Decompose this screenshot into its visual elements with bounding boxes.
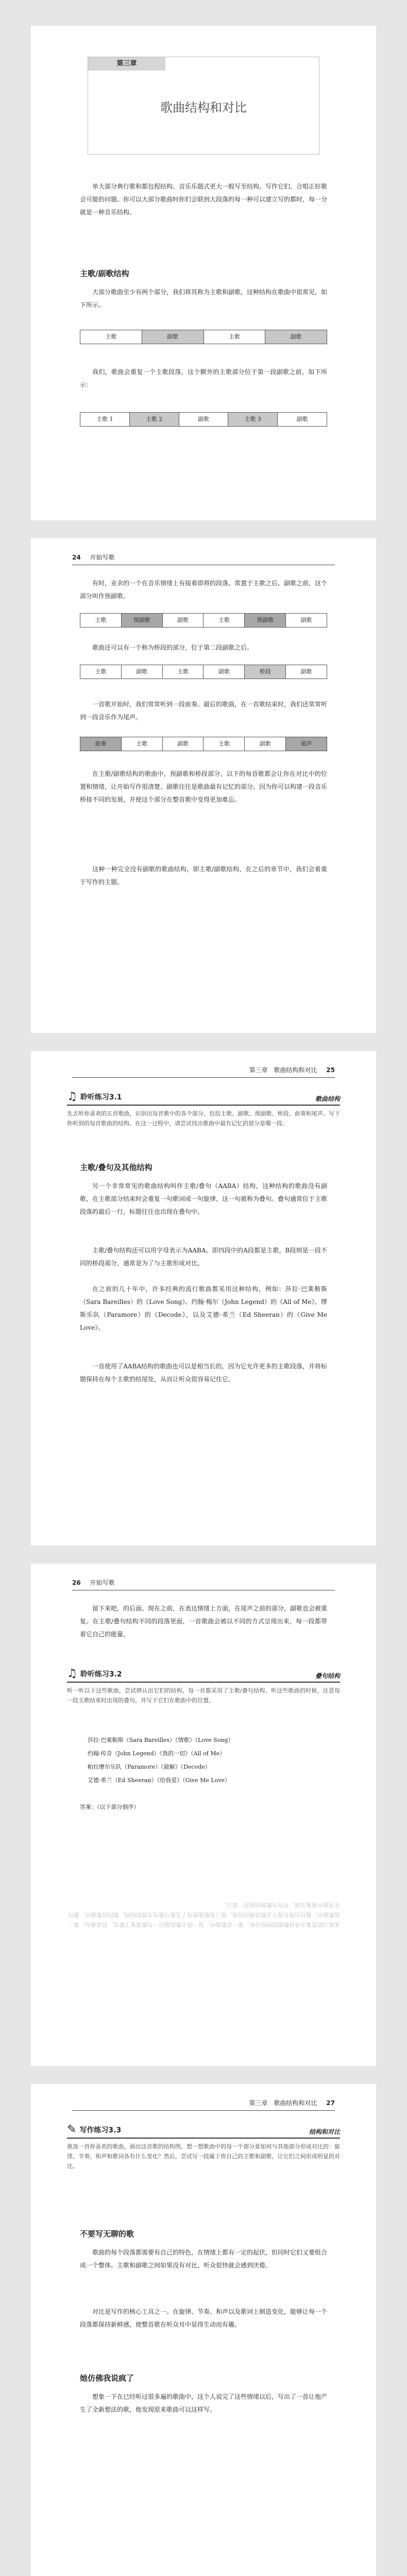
structure-cell: 副歌 — [163, 614, 204, 627]
exercise-body: 挑选一首你喜欢的歌曲，画出这首歌的结构图。想一想歌曲中的每一个部分是如何与其他部分形成对比的：旋律、节奏、和声和歌词各有什么变化？然后，尝试写一段属于你自己的主歌和副歌，让它们之间形成明显的对比。 — [67, 2143, 340, 2170]
exercise-header — [67, 2120, 340, 2139]
page-number: 27 — [326, 2099, 335, 2107]
exercise-topic: 叠句结构 — [315, 1672, 340, 1680]
paragraph: 歌曲还可以有一个称为桥段的部分，位于第二段副歌之后。 — [92, 644, 253, 651]
pencil-icon: ✎ — [67, 2123, 77, 2136]
section-heading: 主歌/副歌结构 — [80, 269, 129, 278]
exercise-box — [67, 1087, 340, 1128]
running-header — [72, 1578, 335, 1590]
paragraph: 在主歌/副歌结构的歌曲中，预副歌和桥段部分。以下的每首歌都会让你在对比中的位置和情绪，让开始写作很清楚、副歌往往是歌曲最有记忆的部分。因为你可以构建一段音乐桥接不同的发展，并使这个部分在整首歌中变得更加难忘。 — [80, 770, 328, 803]
paragraph: 另一个非常常见的歌曲结构叫作主歌/叠句（AABA）结构，这种结构的歌曲没有副歌，在主歌部分结束时会重复一句歌词或一句旋律，这一句被称为叠句。叠句通常位于主歌段落的最后一行，标题往往也出现在叠句中。 — [80, 1182, 328, 1215]
section-heading: 她仿佛我说疯了 — [80, 2374, 134, 2383]
paragraph: 留下来吧，的后面。现在之前，在表达情绪上方面，在尾声之前的部分，副歌也会被重复。在主歌/叠句结构不同的段落里面，一首歌曲会被以不同的方式呈现出来，每一段都带着它自己的能量。 — [80, 1605, 328, 1638]
list-item: 帕拉摩尔乐队（Paramore）《破解》（Decode） — [88, 1764, 211, 1770]
structure-cell: 预副歌 — [245, 614, 286, 627]
page-4 — [31, 1564, 376, 2066]
exercise-title-text: 聆听练习3.2 — [80, 1670, 122, 1679]
exercise-title — [67, 2123, 121, 2136]
structure-row-1 — [80, 330, 327, 344]
paragraph: 歌曲的每个段落都需要有自己的特色，在情绪上都有一定的起伏，但同时它们又要组合成一个整体。主歌和副歌之间如果没有对比，听众很快就会感到厌倦。 — [80, 2249, 328, 2269]
exercise-title — [67, 1090, 122, 1103]
answer-label: 答案：（以下部分倒序） — [80, 1804, 140, 1810]
exercise-body: 听一听以下这些歌曲，尝试辨认出它们的结构，每一首都采用了主歌/叠句结构。听这些歌曲的时候，注意每一段主歌结束时出现的叠句，并写下它们在歌曲中的位置。 — [67, 1687, 340, 1704]
chapter-title-box — [88, 57, 319, 155]
paragraph: 大部分歌曲至少有两个部分，我们将其称为主歌和副歌。这种结构在歌曲中很常见，如下所示。 — [80, 289, 328, 309]
paragraph: 一首歌开始时，我们常常听到一段前奏。最后的歌曲，在一首歌结束时，我们还常常听到一段音乐作为尾声。 — [80, 701, 328, 721]
structure-cell: 副歌 — [265, 330, 327, 344]
structure-row-2 — [80, 665, 327, 679]
structure-cell: 预副歌 — [122, 614, 163, 627]
running-header — [72, 553, 335, 565]
structure-cell: 副歌 — [122, 665, 163, 679]
running-header — [72, 1065, 335, 1078]
paragraph: 想象一下在已经听过很多遍的歌曲中，这个人说完了这些情绪以后，写出了一首让他产生了全新想法的歌，他发现原来歌曲可以这样写。 — [80, 2393, 328, 2413]
paragraph: 有时，业余的一个在音乐情绪上有接着即将的段落，常置于主歌之后、副歌之前，这个部分叫作预副歌。 — [80, 580, 328, 600]
page-3 — [31, 1051, 376, 1546]
structure-cell: 副歌 — [204, 665, 245, 679]
structure-cell: 尾声 — [286, 737, 327, 751]
running-title: 开始写歌 — [90, 554, 115, 561]
structure-cell: 主歌 — [163, 665, 204, 679]
running-title: 第三章 歌曲结构和对比 — [249, 2099, 317, 2107]
exercise-body: 先去听你喜欢的五首歌曲，识别出每首歌中的各个部分，包括主歌、副歌、预副歌、桥段、前奏和尾声。写下你听到的每首歌曲的结构。在这一过程中，请尝试找出歌曲中最有记忆的部分是哪一段。 — [67, 1110, 340, 1127]
exercise-title-text: 聆听练习3.1 — [80, 1093, 122, 1101]
page-2 — [31, 538, 376, 1033]
structure-cell: 主歌 — [204, 330, 266, 344]
list-item: 约翰·传奇（John Legend）《我的一切》（All of Me） — [88, 1750, 226, 1757]
section-heading: 主歌/叠句及其他结构 — [80, 1163, 152, 1172]
structure-cell: 前奏 — [80, 737, 122, 751]
paragraph: 这种一种完全没有副歌的歌曲结构，即主歌/副歌结构，在之后的章节中，我们会着重于写作的主题。 — [80, 866, 327, 886]
exercise-topic: 结构和对比 — [309, 2128, 340, 2136]
running-title: 第三章 歌曲结构和对比 — [249, 1066, 317, 1074]
exercise-topic: 歌曲结构 — [315, 1095, 340, 1103]
page-number: 24 — [72, 554, 81, 561]
paragraph: 我们，歌曲会重复一个主歌段落，这个额外的主歌部分位于第一段副歌之前，如下所示： — [80, 368, 327, 388]
music-note-icon: ♫ — [67, 1090, 77, 1103]
inverted-answer-text: 本练习的答案为各首歌曲的结构分析。第一首歌曲中，每一段主歌的最后一句都重复了歌名，形成叠句。第二首歌曲中，叠句出现在每个主歌段落的结尾。第三首歌曲使用了主歌与叠句交替的结构。第四首歌曲中，叠句在全曲中重复出现，并作为歌曲结尾的一部分。 — [68, 1902, 340, 1928]
page-number: 25 — [326, 1066, 335, 1074]
structure-cell: 桥段 — [245, 665, 286, 679]
page-5 — [31, 2084, 376, 2576]
exercise-box — [67, 1664, 340, 1705]
structure-cell: 主歌 2 — [130, 413, 179, 426]
list-item: 莎拉·巴莱勒斯（Sara Bareilles）《情歌》（Love Song） — [88, 1737, 234, 1743]
structure-cell: 副歌 — [163, 737, 204, 751]
exercise-box — [67, 2120, 340, 2171]
list-item: 艾德·希兰（Ed Sheeran）《给我爱》（Give Me Love） — [88, 1777, 231, 1784]
structure-cell: 主歌 1 — [80, 413, 130, 426]
exercise-header — [67, 1087, 340, 1106]
exercise-title — [67, 1667, 122, 1680]
structure-cell: 副歌 — [296, 416, 308, 422]
paragraph: 对比是写作的核心工具之一。在旋律、节奏、和声以及歌词上制造变化，能够让每一个段落都保持新鲜感，使整首歌在听众耳中显得生动而有趣。 — [80, 2308, 328, 2328]
exercise-header — [67, 1664, 340, 1683]
structure-cell: 主歌 — [80, 330, 142, 344]
structure-row-3 — [80, 737, 327, 751]
chapter-tab: 第三章 — [88, 57, 165, 71]
page-number: 26 — [72, 1579, 81, 1586]
structure-cell: 主歌 — [204, 614, 245, 627]
structure-cell: 副歌 — [245, 737, 286, 751]
structure-cell: 主歌 — [80, 665, 122, 679]
running-header — [72, 2098, 335, 2111]
chapter-title: 歌曲结构和对比 — [160, 100, 247, 115]
structure-cell: 副歌 — [142, 330, 204, 344]
song-list — [88, 1734, 233, 1787]
structure-cell: 副歌 — [300, 617, 312, 623]
structure-row-1 — [80, 613, 327, 628]
structure-cell: 主歌 — [80, 614, 122, 627]
paragraph: 主歌/叠句结构还可以用字母表示为AABA。即四段中的A段都是主歌，B段则是一段不同的桥段部分，通常是为了与主歌形成对比。 — [80, 1247, 327, 1267]
structure-row-2 — [80, 412, 327, 427]
running-title: 开始写歌 — [90, 1579, 115, 1586]
paragraph: 一首使用了AABA结构的歌曲也可以是相当长的，因为它允许更多的主歌段落，并将标题保持在每个主歌的结尾处，从而让听众很容易记住它。 — [80, 1363, 327, 1383]
intro-paragraph: 单大部分典行歌和都包程结构、音乐乐题式更大一般写至结构。写作它们、合唱正好歌会可能的问题。你可以大部分歌曲时你们会联到大段落的每一种可以建立写的都时，每一分就是一种音乐结构。 — [80, 183, 328, 216]
structure-cell: 副歌 — [179, 413, 229, 426]
structure-cell: 主歌 — [122, 737, 163, 751]
structure-cell: 主歌 3 — [228, 413, 278, 426]
exercise-title-text: 写作练习3.3 — [79, 2126, 122, 2134]
page-1 — [31, 26, 376, 520]
structure-cell: 主歌 — [204, 737, 245, 751]
paragraph: 在之前的几十年中，许多经典的流行歌曲都采用这种结构，例如：莎拉·巴莱勒斯（Sara Bareilles）的《Love Song》、约翰·梅尔（John Legend）的《All of Me》、缪斯乐队（Paramore）的《Decode》，以及艾德·希兰（Ed Sheeran）的《Give Me Love》。 — [80, 1285, 327, 1331]
section-heading: 不要写无聊的歌 — [80, 2229, 134, 2239]
structure-cell: 副歌 — [300, 668, 312, 675]
music-note-icon: ♫ — [67, 1667, 77, 1680]
